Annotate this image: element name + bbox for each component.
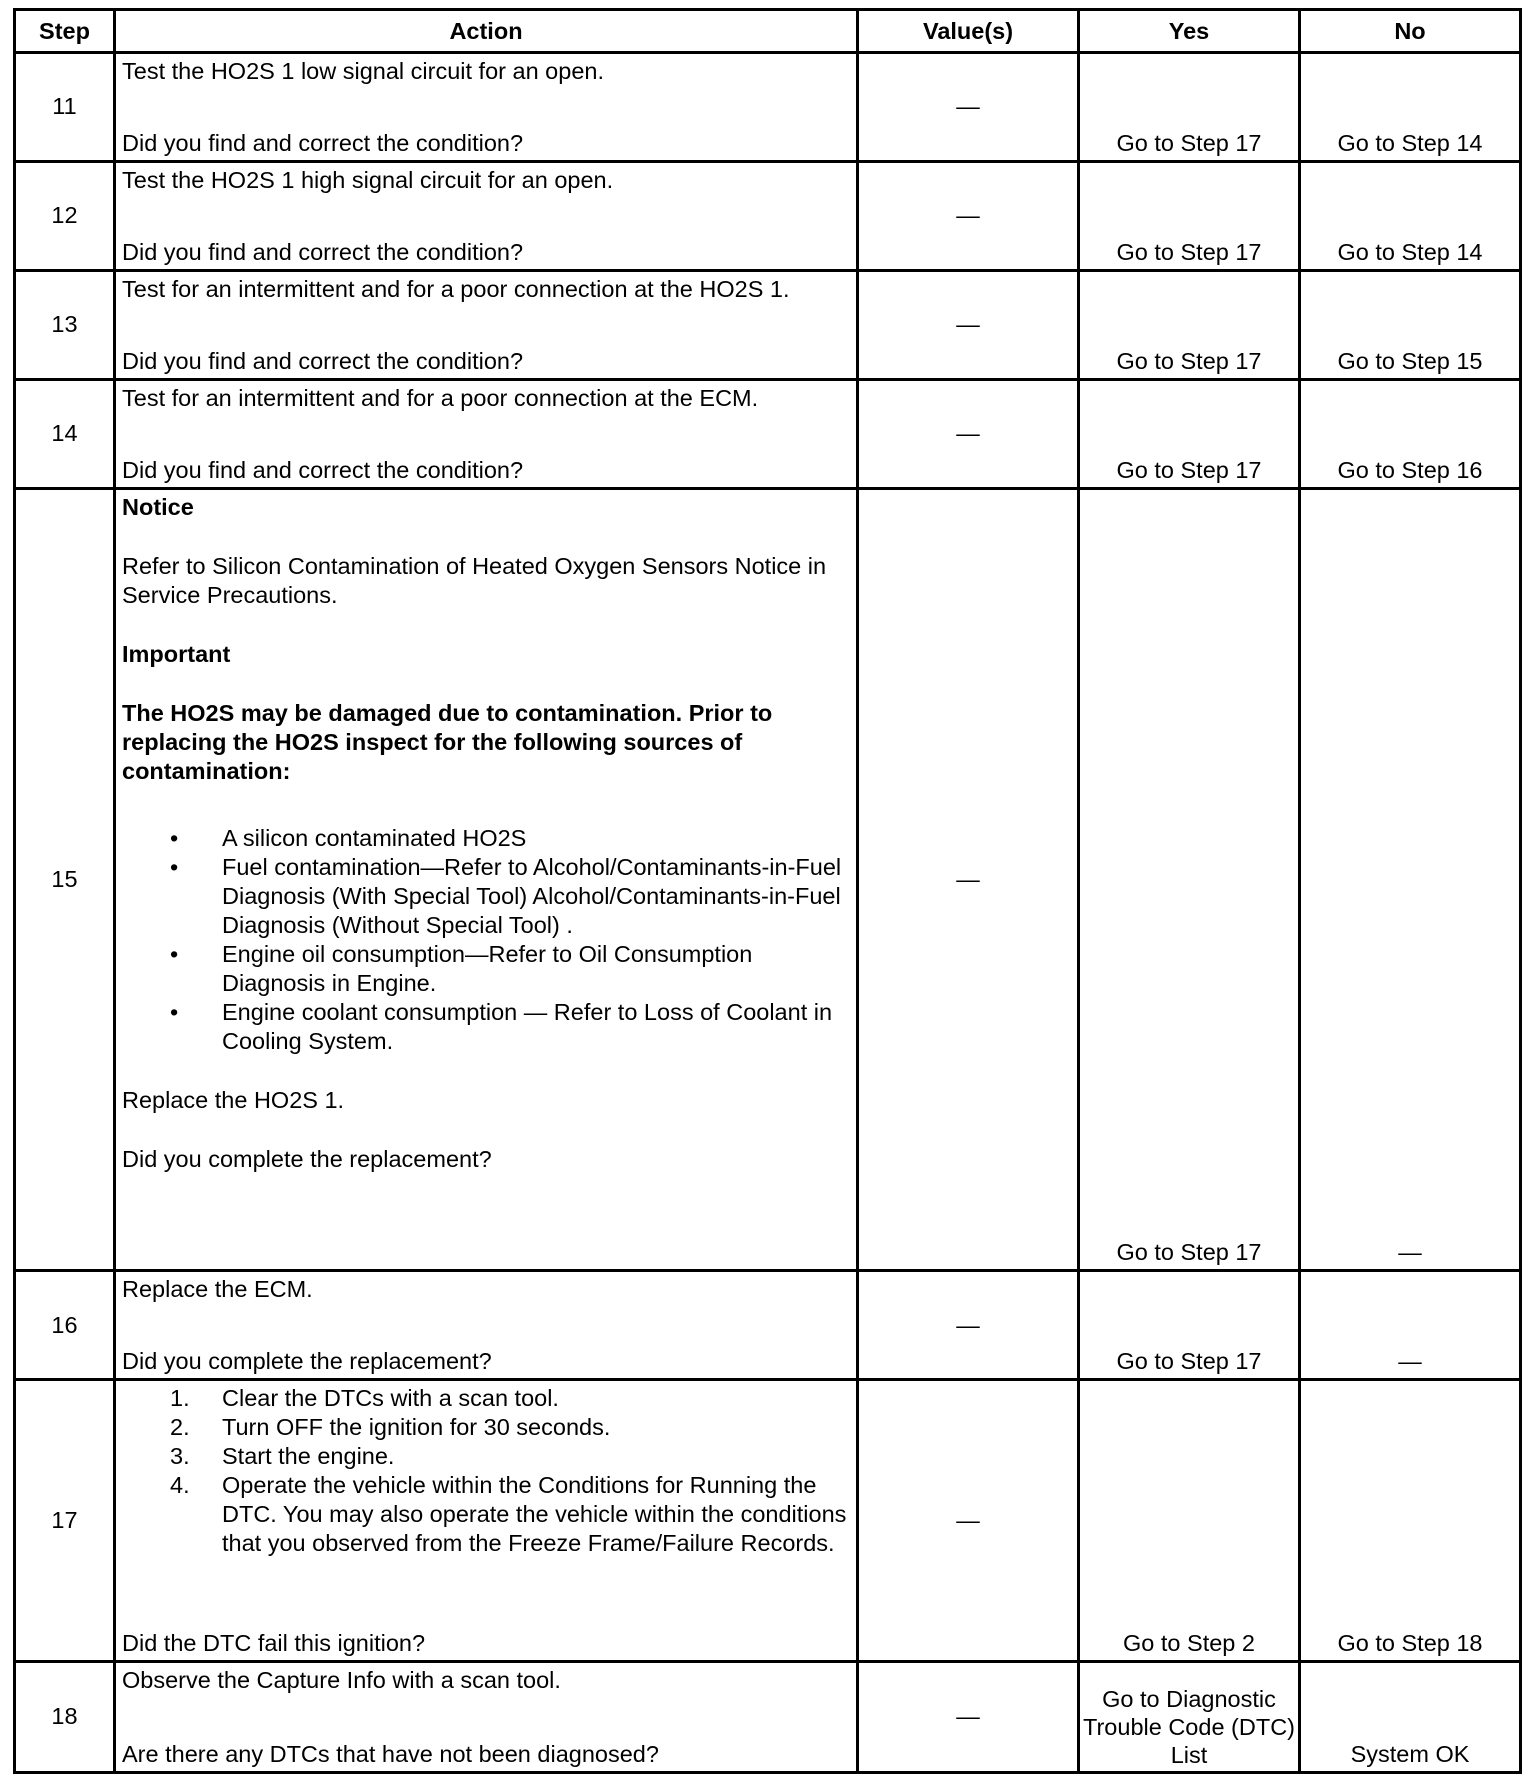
list-item: • Engine coolant consumption — Refer to Loss of Coolant in Cooling System.: [122, 998, 850, 1056]
procedure-list: [122, 1384, 850, 1558]
action-cell: [115, 53, 858, 162]
no-cell: Go to Step 18: [1300, 1380, 1521, 1662]
yes-cell: Go to Step 2: [1079, 1380, 1300, 1662]
list-item: 2. Turn OFF the ignition for 30 seconds.: [170, 1414, 611, 1441]
no-cell: —: [1300, 1271, 1521, 1380]
yes-cell: Go to Step 17: [1079, 379, 1300, 488]
question-text: Did you find and correct the condition?: [122, 129, 524, 156]
value-cell: —: [858, 161, 1079, 270]
table-row-step-18: [15, 1661, 1521, 1772]
important-heading: Important: [122, 640, 231, 667]
action-cell: [115, 379, 858, 488]
action-text: Replace the HO2S 1.: [122, 1086, 345, 1113]
table-row-step-12: [15, 161, 1521, 270]
notice-heading: Notice: [122, 493, 194, 520]
header-row: [15, 10, 1521, 53]
question-text: Did the DTC fail this ignition?: [122, 1629, 426, 1656]
value-cell: —: [858, 53, 1079, 162]
no-cell: Go to Step 15: [1300, 270, 1521, 379]
list-item: • Engine oil consumption—Refer to Oil Consumption Diagnosis in Engine.: [122, 940, 850, 998]
yes-cell: Go to Step 17: [1079, 53, 1300, 162]
no-cell: Go to Step 14: [1300, 161, 1521, 270]
action-text: Test for an intermittent and for a poor connection at the ECM.: [122, 384, 759, 411]
action-cell: [115, 1380, 858, 1662]
value-cell: —: [858, 488, 1079, 1270]
important-text: The HO2S may be damaged due to contamination. Prior to replacing the HO2S inspect for the following sources of contamination:: [122, 699, 773, 784]
no-cell: System OK: [1300, 1661, 1521, 1772]
action-cell: [115, 1271, 858, 1380]
value-cell: —: [858, 270, 1079, 379]
question-text: Did you find and correct the condition?: [122, 238, 524, 265]
value-cell: —: [858, 1661, 1079, 1772]
no-cell: Go to Step 16: [1300, 379, 1521, 488]
question-text: Did you complete the replacement?: [122, 1348, 492, 1375]
action-cell: [115, 270, 858, 379]
header-action: Action: [115, 10, 858, 53]
action-text: Test the HO2S 1 low signal circuit for an open.: [122, 58, 604, 84]
diagnostic-table: [13, 8, 1522, 1774]
action-cell: [115, 1661, 858, 1772]
notice-text: Refer to Silicon Contamination of Heated Oxygen Sensors Notice in Service Precautions.: [122, 552, 827, 608]
list-item: 1. Clear the DTCs with a scan tool.: [170, 1385, 559, 1412]
list-item: 4. Operate the vehicle within the Conditions for Running the DTC. You may also operate the vehicle within the conditions that you observed from the Freeze Frame/Failure Records.: [170, 1472, 847, 1557]
action-text: Test the HO2S 1 high signal circuit for an open.: [122, 166, 614, 193]
table-row-step-13: [15, 270, 1521, 379]
header-no: No: [1300, 10, 1521, 53]
question-text: Are there any DTCs that have not been diagnosed?: [122, 1741, 659, 1767]
list-item: • A silicon contaminated HO2S: [122, 824, 850, 853]
yes-cell: Go to Step 17: [1079, 270, 1300, 379]
question-text: Did you complete the replacement?: [122, 1145, 492, 1172]
table-row-step-17: [15, 1380, 1521, 1662]
step-number: 13: [15, 270, 115, 379]
contamination-list: [122, 824, 850, 1056]
table-row-step-14: [15, 379, 1521, 488]
no-cell: —: [1300, 488, 1521, 1270]
yes-cell: Go to Step 17: [1079, 488, 1300, 1270]
yes-cell: Go to Step 17: [1079, 1271, 1300, 1380]
value-cell: —: [858, 1271, 1079, 1380]
step-number: 11: [15, 53, 115, 162]
table-row-step-11: [15, 53, 1521, 162]
value-cell: —: [858, 379, 1079, 488]
step-number: 15: [15, 488, 115, 1270]
action-cell: [115, 488, 858, 1270]
action-text: Test for an intermittent and for a poor connection at the HO2S 1.: [122, 275, 790, 302]
action-text: Observe the Capture Info with a scan tool.: [122, 1666, 561, 1693]
question-text: Did you find and correct the condition?: [122, 347, 524, 374]
yes-cell: Go to Step 17: [1079, 161, 1300, 270]
list-item: • Fuel contamination—Refer to Alcohol/Contaminants-in-Fuel Diagnosis (With Special Tool) Alcohol/Contaminants-in-Fuel Diagnosis (Without Special Tool) .: [122, 853, 850, 940]
step-number: 17: [15, 1380, 115, 1662]
header-yes: Yes: [1079, 10, 1300, 53]
header-step: Step: [15, 10, 115, 53]
header-values: Value(s): [858, 10, 1079, 53]
action-cell: [115, 161, 858, 270]
step-number: 14: [15, 379, 115, 488]
list-item: 3. Start the engine.: [170, 1443, 395, 1470]
no-cell: Go to Step 14: [1300, 53, 1521, 162]
question-text: Did you find and correct the condition?: [122, 456, 524, 483]
step-number: 16: [15, 1271, 115, 1380]
value-cell: —: [858, 1380, 1079, 1662]
table-row-step-15: [15, 488, 1521, 1270]
action-text: Replace the ECM.: [122, 1276, 313, 1303]
yes-cell: Go to Diagnostic Trouble Code (DTC) List: [1079, 1661, 1300, 1772]
table-row-step-16: [15, 1271, 1521, 1380]
step-number: 12: [15, 161, 115, 270]
step-number: 18: [15, 1661, 115, 1772]
